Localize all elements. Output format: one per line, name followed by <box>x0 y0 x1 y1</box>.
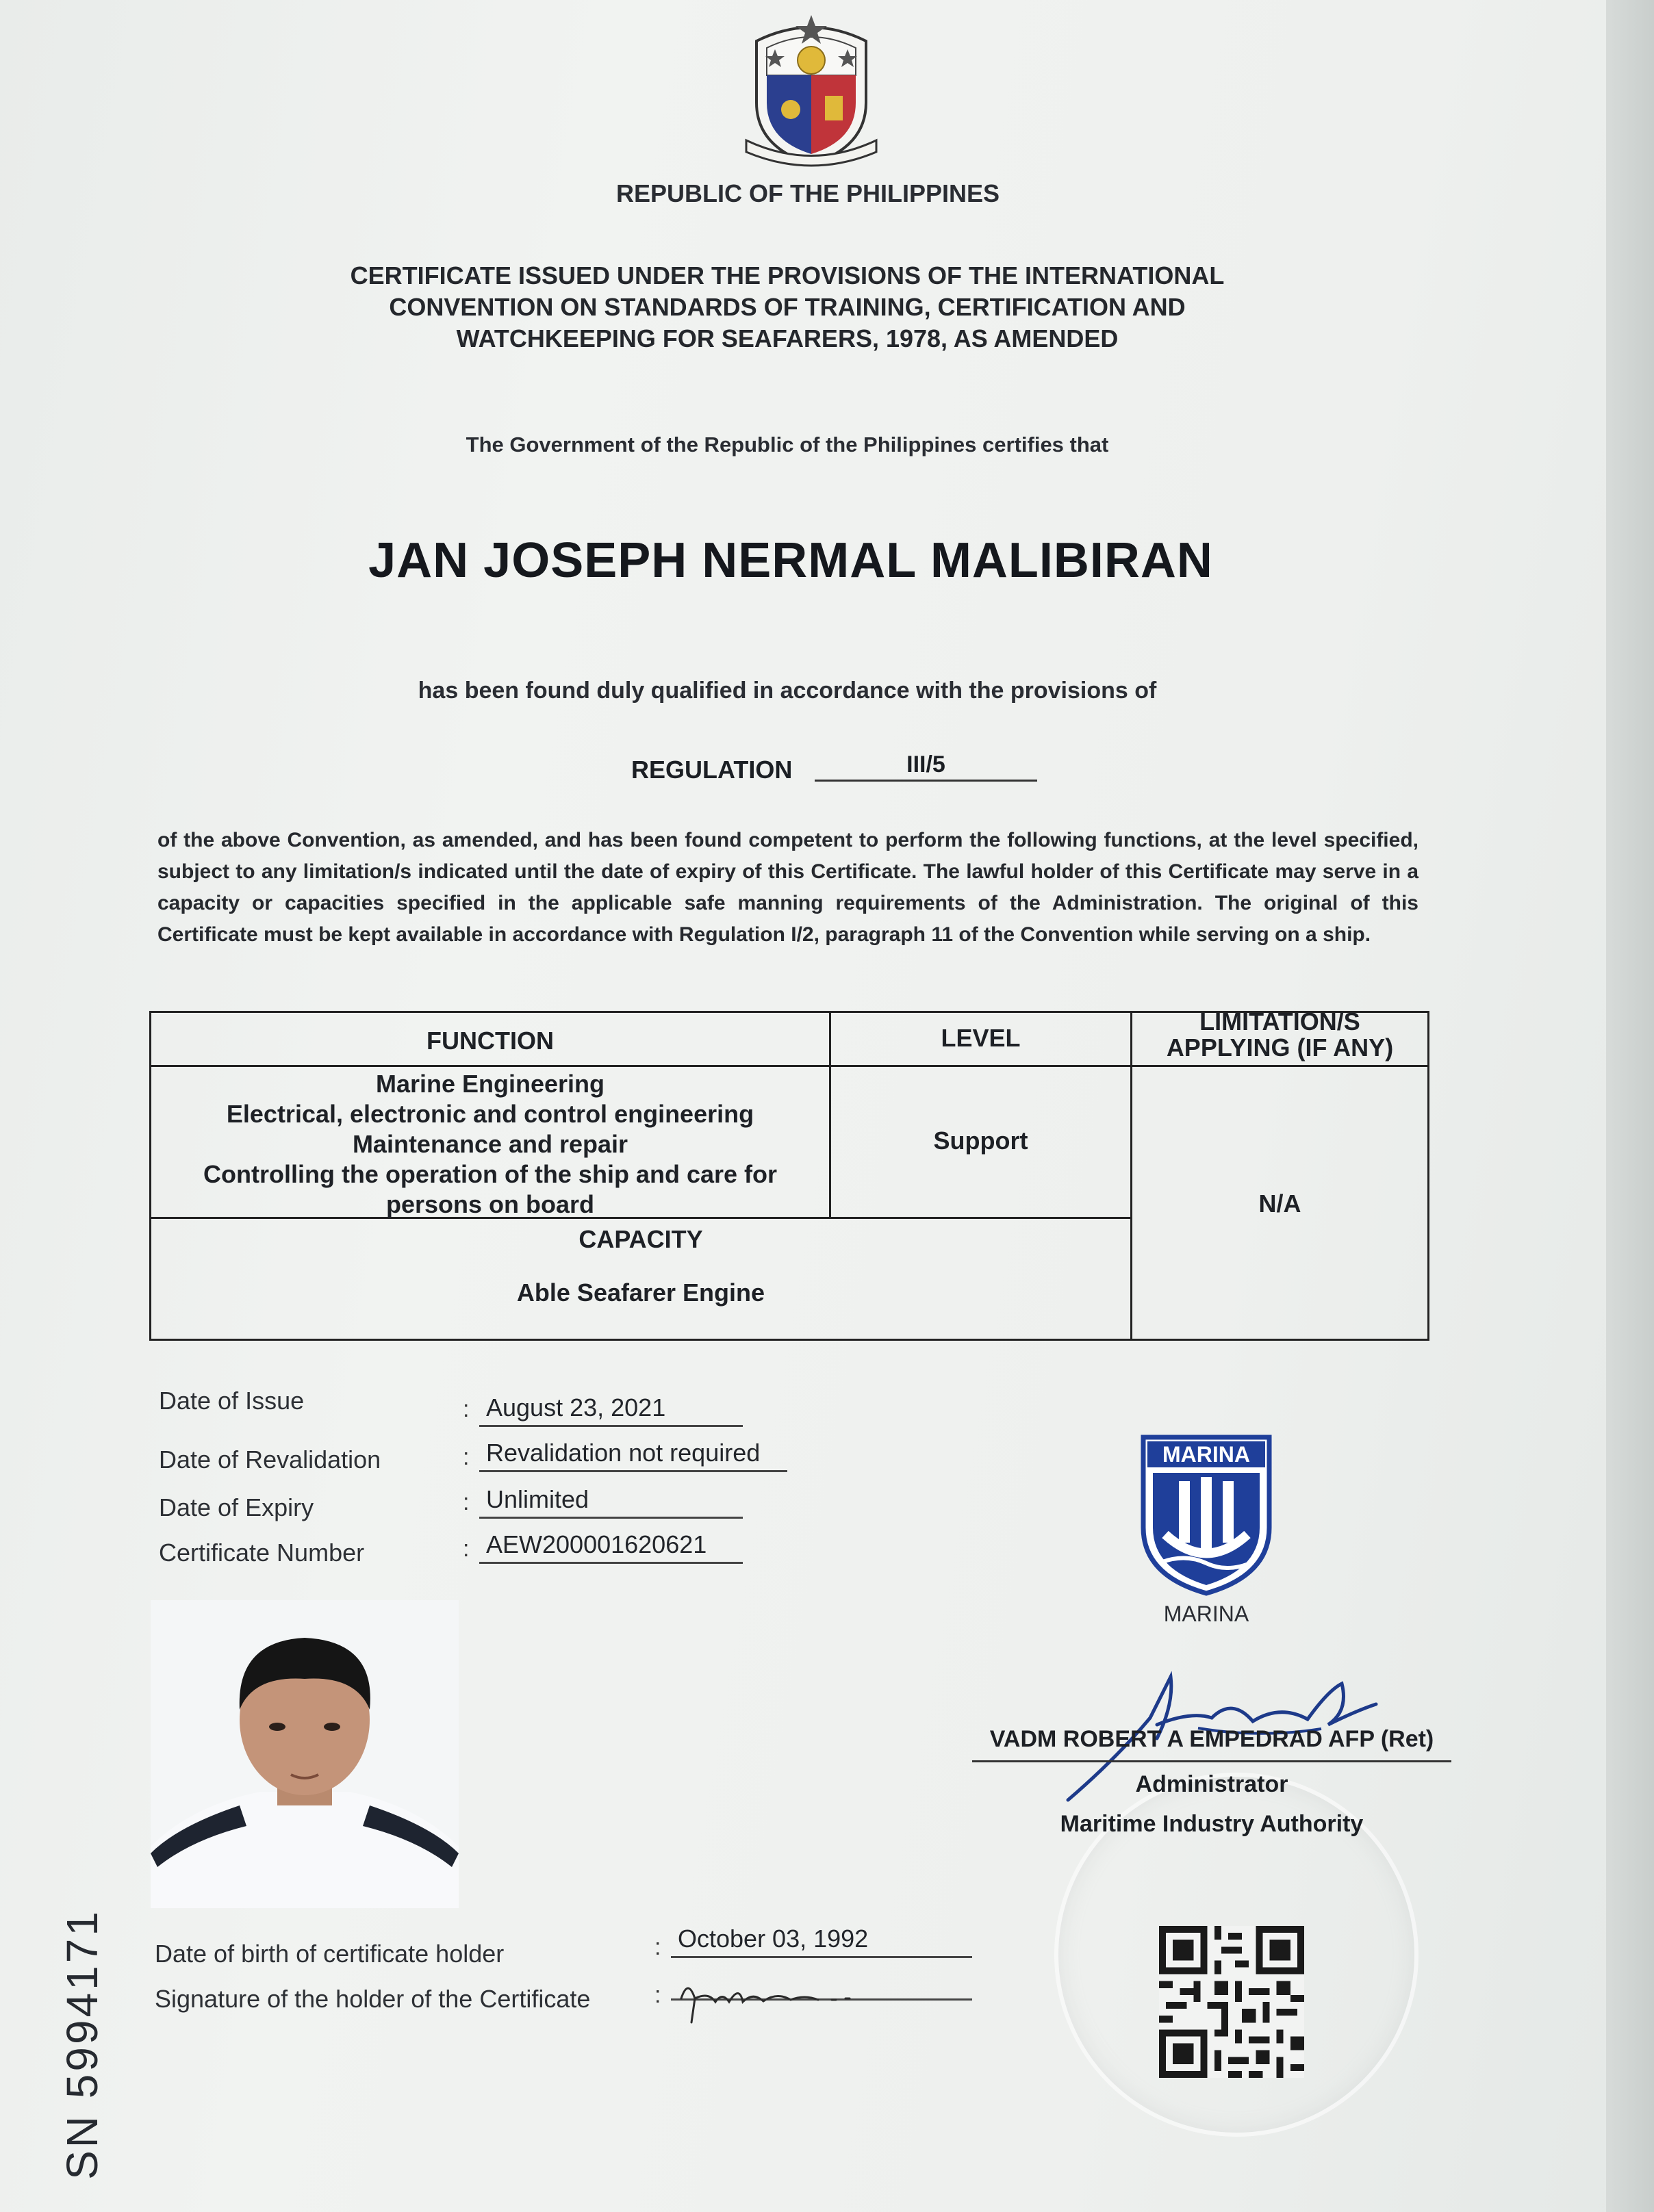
table-col-divider-2 <box>1130 1013 1132 1339</box>
holder-photo-portrait <box>151 1600 459 1908</box>
revalidation-date-label: Date of Revalidation <box>159 1445 381 1474</box>
certificate-title-line-3: WATCHKEEPING FOR SEAFARERS, 1978, AS AMENDED <box>456 324 1119 352</box>
holder-name: JAN JOSEPH NERMAL MALIBIRAN <box>368 533 1213 588</box>
marina-logo <box>1138 1432 1275 1596</box>
functions-table <box>149 1007 1429 1341</box>
issue-date-value: August 23, 2021 <box>479 1393 743 1427</box>
table-header-divider <box>151 1065 1427 1067</box>
certificate-title <box>205 260 1369 355</box>
function-item: Marine Engineering <box>375 1070 605 1098</box>
expiry-date-colon: : <box>463 1489 470 1515</box>
page-edge-shadow <box>1606 0 1654 2212</box>
dob-colon: : <box>654 1934 661 1960</box>
level-header: LEVEL <box>941 1024 1021 1052</box>
certificate-number-colon: : <box>463 1536 470 1562</box>
capacity-label: CAPACITY <box>578 1225 703 1253</box>
qr-code <box>1158 1926 1305 2078</box>
function-item: Electrical, electronic and control engineering <box>226 1100 754 1128</box>
capacity-value: Able Seafarer Engine <box>516 1278 765 1307</box>
certifies-statement: The Government of the Republic of the Philippines certifies that <box>466 433 1109 456</box>
marina-caption: MARINA <box>1163 1602 1249 1626</box>
limitation-header-line-1: LIMITATION/S <box>1199 1007 1360 1036</box>
limitation-value: N/A <box>1258 1189 1301 1218</box>
philippine-coat-of-arms <box>726 0 897 171</box>
certificate-number-label: Certificate Number <box>159 1539 365 1567</box>
signatory-title: Administrator <box>1135 1771 1288 1797</box>
holder-signature-label: Signature of the holder of the Certificate <box>155 1985 591 2013</box>
revalidation-date-colon: : <box>463 1444 470 1470</box>
certificate-title-line-1: CERTIFICATE ISSUED UNDER THE PROVISIONS OF THE INTERNATIONAL <box>350 261 1225 290</box>
dob-label: Date of birth of certificate holder <box>155 1940 505 1968</box>
function-list <box>151 1069 829 1220</box>
holder-signature-colon: : <box>654 1982 661 2008</box>
function-item: Maintenance and repair <box>352 1130 628 1158</box>
level-value: Support <box>933 1127 1028 1155</box>
qualified-statement: has been found duly qualified in accordance with the provisions of <box>418 678 1157 704</box>
serial-number: SN 5994171 <box>58 1909 107 2180</box>
expiry-date-value: Unlimited <box>479 1485 743 1519</box>
holder-photo <box>151 1600 459 1908</box>
revalidation-date-value: Revalidation not required <box>479 1439 787 1472</box>
regulation-label: REGULATION <box>631 756 793 784</box>
limitation-header <box>1132 1009 1427 1061</box>
convention-paragraph: of the above Convention, as amended, and has been found competent to perform the following functions, at the level specified, subject to any limitation/s indicated until the date of expiry of this Certificate. The lawful holder of this Certificate may serve in a capacity or capacities specified in the applicable safe manning requirements of the Administration. The original of this Certificate must be kept available in accordance with Regulation I/2, paragraph 11 of the Convention while serving on a ship. <box>157 829 1418 946</box>
holder-signature <box>674 1971 887 2026</box>
certificate-title-line-2: CONVENTION ON STANDARDS OF TRAINING, CERTIFICATION AND <box>389 293 1186 321</box>
regulation-value: III/5 <box>815 751 1037 782</box>
issue-date-label: Date of Issue <box>159 1387 305 1415</box>
certificate-number-value: AEW200001620621 <box>479 1530 743 1564</box>
dob-value: October 03, 1992 <box>671 1925 972 1958</box>
function-item: Controlling the operation of the ship and care for <box>203 1160 778 1188</box>
signatory-line <box>972 1760 1451 1762</box>
function-header: FUNCTION <box>427 1027 554 1055</box>
limitation-header-line-2: APPLYING (IF ANY) <box>1166 1033 1394 1062</box>
signatory-name: VADM ROBERT A EMPEDRAD AFP (Ret) <box>989 1726 1434 1752</box>
signatory-authority: Maritime Industry Authority <box>1060 1811 1364 1837</box>
republic-heading: REPUBLIC OF THE PHILIPPINES <box>615 179 1000 207</box>
marina-logo-text: MARINA <box>1162 1442 1250 1467</box>
issue-date-colon: : <box>463 1396 470 1422</box>
function-item: persons on board <box>385 1190 595 1218</box>
expiry-date-label: Date of Expiry <box>159 1493 314 1521</box>
